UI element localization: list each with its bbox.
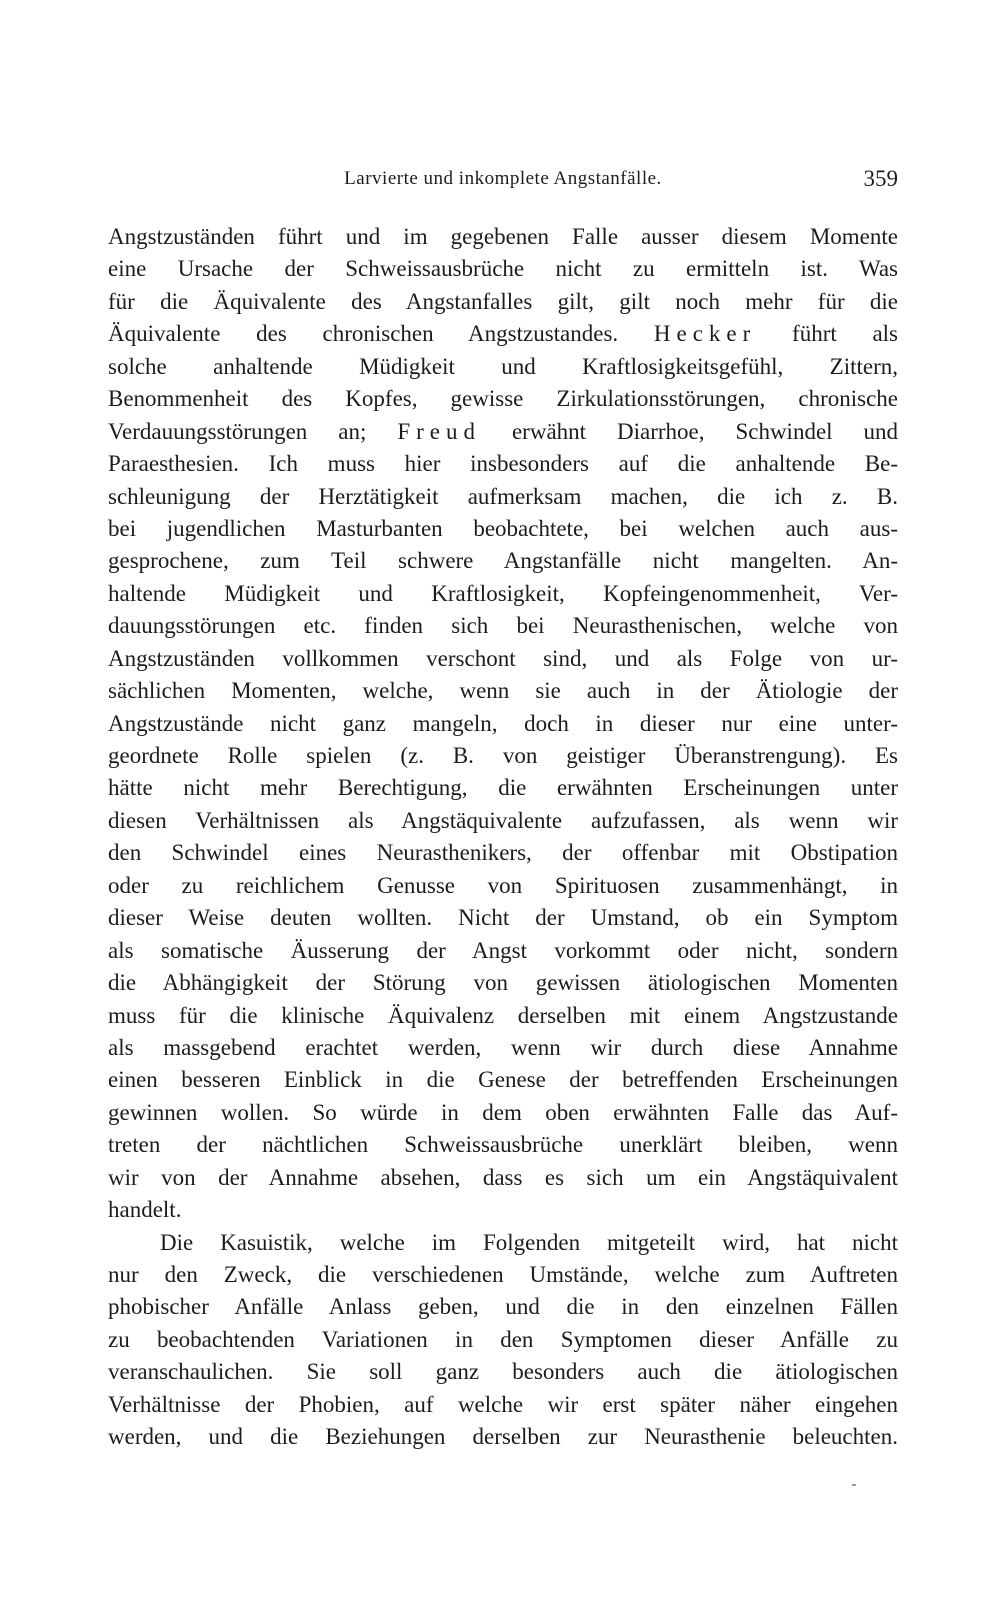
text-line: geordnete Rolle spielen (z. B. von geistiger Überanstrengung). Es <box>108 743 898 768</box>
text-line: bei jugendlichen Masturbanten beobachtete, bei welchen auch aus- <box>108 515 898 541</box>
text-line: Verhältnisse der Phobien, auf welche wir erst später näher eingehen <box>108 1391 898 1417</box>
text-line: solche anhaltende Müdigkeit und Kraftlosigkeitsgefühl, Zittern, <box>108 353 898 379</box>
print-speck <box>852 1484 856 1486</box>
text-line: Angstzustände nicht ganz mangeln, doch in dieser nur eine unter- <box>108 710 898 736</box>
text-line <box>108 416 898 448</box>
text-line: Paraesthesien. Ich muss hier insbesonders auf die anhaltende Be- <box>108 451 898 477</box>
running-head <box>108 168 898 198</box>
text-line: Angstzuständen vollkommen verschont sind, und als Folge von ur- <box>108 645 898 671</box>
text-line: Angstzuständen führt und im gegebenen Falle ausser diesem Momente <box>108 224 898 249</box>
text-line: als massgebend erachtet werden, wenn wir durch diese Annahme <box>108 1034 898 1060</box>
text-line: dauungsstörungen etc. finden sich bei Neurasthenischen, welche von <box>108 613 898 639</box>
text-line: werden, und die Beziehungen derselben zur Neurasthenie beleuchten. <box>108 1424 898 1450</box>
page-number: 359 <box>863 166 898 191</box>
text-segment: erwähnt Diarrhoe, Schwindel und <box>511 418 899 444</box>
text-line: für die Äquivalente des Angstanfalles gilt, gilt noch mehr für die <box>108 288 898 314</box>
text-line: gesprochene, zum Teil schwere Angstanfälle nicht mangelten. An- <box>108 548 898 574</box>
text-line: hätte nicht mehr Berechtigung, die erwähnten Erscheinungen unter <box>108 775 898 801</box>
paragraph-end-line: handelt. <box>108 1197 182 1223</box>
author-name-freud: Freud <box>397 418 481 444</box>
text-line: oder zu reichlichem Genusse von Spirituosen zusammenhängt, in <box>108 872 898 898</box>
text-line: schleunigung der Herztätigkeit aufmerksam machen, die ich z. B. <box>108 483 898 509</box>
author-name-hecker: Hecker <box>653 321 757 347</box>
text-segment: Äquivalente des chronischen Angstzustandes. <box>108 321 619 347</box>
text-line: Benommenheit des Kopfes, gewisse Zirkulationsstörungen, chronische <box>108 386 898 412</box>
text-line: nur den Zweck, die verschiedenen Umstände, welche zum Auftreten <box>108 1262 898 1287</box>
text-line: haltende Müdigkeit und Kraftlosigkeit, Kopfeingenommenheit, Ver- <box>108 580 898 606</box>
text-line: den Schwindel eines Neurasthenikers, der offenbar mit Obstipation <box>108 840 898 866</box>
text-line <box>108 318 898 350</box>
text-line: phobischer Anfälle Anlass geben, und die in den einzelnen Fällen <box>108 1294 898 1320</box>
text-line: sächlichen Momenten, welche, wenn sie auch in der Ätiologie der <box>108 678 898 704</box>
text-line: treten der nächtlichen Schweissausbrüche unerklärt bleiben, wenn <box>108 1132 898 1158</box>
text-line: dieser Weise deuten wollten. Nicht der Umstand, ob ein Symptom <box>108 905 898 931</box>
chapter-title: Larvierte und inkomplete Angstanfälle. <box>344 168 662 189</box>
text-segment: führt als <box>792 321 899 347</box>
paragraph-start-line: Die Kasuistik, welche im Folgenden mitgeteilt wird, hat nicht <box>160 1229 898 1255</box>
text-line: diesen Verhältnissen als Angstäquivalente aufzufassen, als wenn wir <box>108 807 898 833</box>
text-line: gewinnen wollen. So würde in dem oben erwähnten Falle das Auf- <box>108 1099 898 1125</box>
text-line: veranschaulichen. Sie soll ganz besonders auch die ätiologischen <box>108 1359 898 1385</box>
body-text <box>108 221 898 1454</box>
text-line: einen besseren Einblick in die Genese der betreffenden Erscheinungen <box>108 1067 898 1093</box>
text-line: zu beobachtenden Variationen in den Symptomen dieser Anfälle zu <box>108 1326 898 1352</box>
text-line: muss für die klinische Äquivalenz derselben mit einem Angstzustande <box>108 1002 898 1028</box>
text-line: die Abhängigkeit der Störung von gewissen ätiologischen Momenten <box>108 970 898 996</box>
text-line: wir von der Annahme absehen, dass es sich um ein Angstäquivalent <box>108 1164 898 1190</box>
text-line: eine Ursache der Schweissausbrüche nicht zu ermitteln ist. Was <box>108 256 898 282</box>
text-segment: Verdauungsstörungen an; <box>108 418 367 444</box>
text-line: als somatische Äusserung der Angst vorkommt oder nicht, sondern <box>108 937 898 963</box>
